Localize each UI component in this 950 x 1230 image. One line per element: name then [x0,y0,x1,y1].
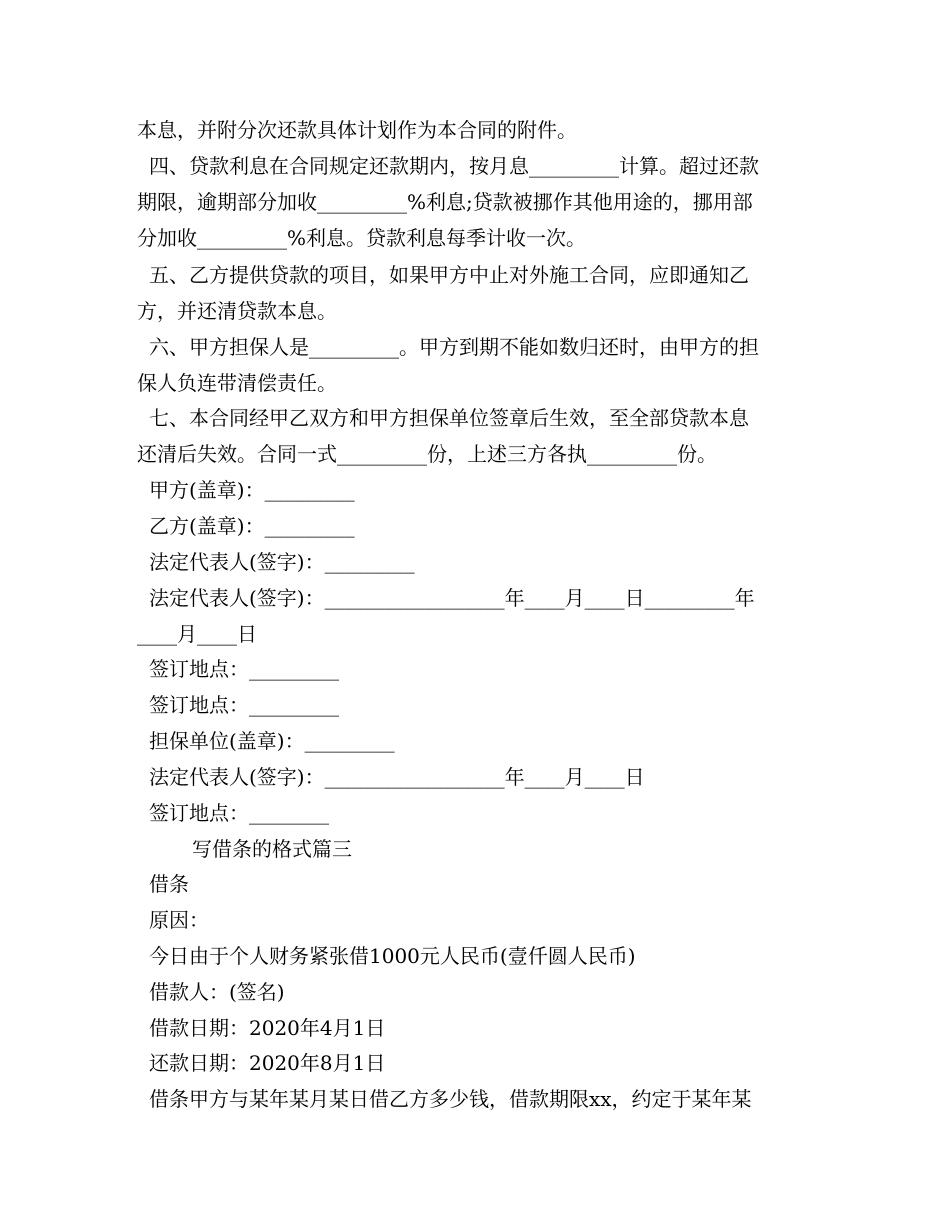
paragraph-line: 期限，逾期部分加收_________%利息;贷款被挪作其他用途的，挪用部 [137,190,753,214]
party-b-seal-line: 乙方(盖章)：_________ [149,514,355,538]
iou-description-line: 借条甲方与某年某月某日借乙方多少钱，借款期限xx，约定于某年某 [149,1087,752,1111]
legal-rep-signature-line: 法定代表人(签字)：_________ [149,550,415,574]
paragraph-line: 方，并还清贷款本息。 [137,299,337,323]
loan-date-line: 借款日期：2020年4月1日 [149,1016,386,1040]
clause-seven-line: 七、本合同经甲乙双方和甲方担保单位签章后生效，至全部贷款本息 [149,406,749,430]
paragraph-line: 分加收_________%利息。贷款利息每季计收一次。 [137,226,587,250]
clause-five-line: 五、乙方提供贷款的项目，如果甲方中止对外施工合同，应即通知乙 [149,263,749,287]
legal-rep-signature-date-line: 法定代表人(签字)：__________________年____月____日 [149,765,645,789]
section-heading: 写借条的格式篇三 [192,837,352,861]
party-a-seal-line: 甲方(盖章)：_________ [149,478,355,502]
paragraph-line: 本息，并附分次还款具体计划作为本合同的附件。 [137,118,577,142]
legal-rep-signature-date-line: 法定代表人(签字)：__________________年____月____日_________年 [149,586,755,610]
borrower-line: 借款人：(签名) [149,980,285,1004]
signing-place-line: 签订地点：_________ [149,657,339,681]
loan-statement-line: 今日由于个人财务紧张借1000元人民币(壹仟圆人民币) [149,944,636,968]
paragraph-line: 保人负连带清偿责任。 [137,371,337,395]
reason-line: 原因： [149,908,209,932]
date-continuation-line: ____月____日 [137,622,257,646]
signing-place-line: 签订地点：________ [149,801,329,825]
signing-place-line: 签订地点：_________ [149,693,339,717]
repayment-date-line: 还款日期：2020年8月1日 [149,1051,386,1075]
clause-four-line: 四、贷款利息在合同规定还款期内，按月息_________计算。超过还款 [149,154,759,178]
paragraph-line: 还清后失效。合同一式_________份，上述三方各执_________份。 [137,442,717,466]
iou-title: 借条 [149,872,189,896]
clause-six-line: 六、甲方担保人是_________。甲方到期不能如数归还时，由甲方的担 [149,335,759,359]
guarantor-seal-line: 担保单位(盖章)：_________ [149,729,395,753]
